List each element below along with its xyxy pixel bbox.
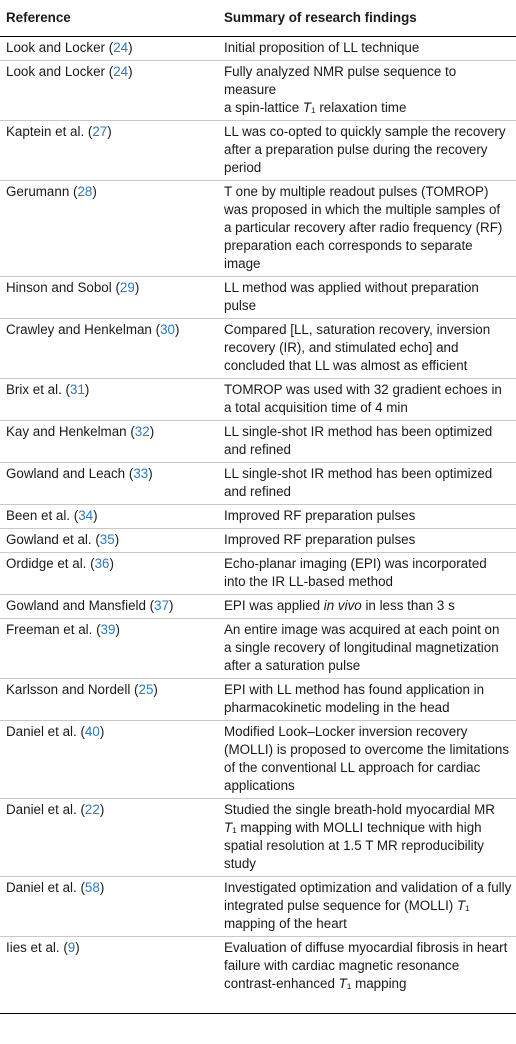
table-row <box>0 529 516 553</box>
summary-line: Modified Look–Locker inversion recovery <box>224 724 468 739</box>
reference-cell: Daniel et al. (40) <box>0 721 210 799</box>
table-row <box>0 421 516 463</box>
summary-cell <box>210 37 516 61</box>
reference-author: Hinson and Sobol <box>6 280 112 295</box>
table-row <box>0 799 516 877</box>
citation-link[interactable]: 29 <box>119 280 135 295</box>
summary-cell <box>210 679 516 721</box>
reference-cell: Gowland et al. (35) <box>0 529 210 553</box>
citation-link[interactable]: 30 <box>160 322 175 337</box>
summary-line: a single recovery of longitudinal magnetization <box>224 640 499 655</box>
reference-cell: Daniel et al. (58) <box>0 877 210 937</box>
summary-line: preparation each corresponds to separate <box>224 238 473 253</box>
summary-line: a particular recovery after radio frequency (RF) <box>224 220 503 235</box>
table-body <box>0 37 516 1014</box>
summary-line: LL was co-opted to quickly sample the recovery <box>224 124 506 139</box>
summary-line: study <box>224 856 257 871</box>
citation-link[interactable]: 40 <box>84 724 100 739</box>
summary-cell <box>210 421 516 463</box>
column-header-summary: Summary of research findings <box>210 0 516 37</box>
citation-link[interactable]: 24 <box>113 40 129 55</box>
reference-cell: Gowland and Leach (33) <box>0 463 210 505</box>
column-header-reference: Reference <box>0 0 210 37</box>
summary-cell <box>210 529 516 553</box>
citation-link[interactable]: 33 <box>133 466 149 481</box>
summary-line: after a preparation pulse during the recovery <box>224 142 488 157</box>
summary-cell <box>210 319 516 379</box>
summary-line: contrast-enhanced T₁ mapping <box>224 976 407 991</box>
citation-link[interactable]: 34 <box>78 508 94 523</box>
summary-line: T₁ mapping with MOLLI technique with high <box>224 820 482 835</box>
summary-cell <box>210 595 516 619</box>
summary-line: LL single-shot IR method has been optimized <box>224 424 493 439</box>
summary-line: Echo-planar imaging (EPI) was incorporated <box>224 556 487 571</box>
table-row <box>0 181 516 277</box>
table-row <box>0 595 516 619</box>
reference-author: Ordidge et al. <box>6 556 87 571</box>
reference-cell: Ordidge et al. (36) <box>0 553 210 595</box>
reference-cell: Kaptein et al. (27) <box>0 121 210 181</box>
table-row <box>0 121 516 181</box>
table-row <box>0 463 516 505</box>
citation-link[interactable]: 32 <box>134 424 150 439</box>
reference-author: Crawley and Henkelman <box>6 322 152 337</box>
summary-line: failure with cardiac magnetic resonance <box>224 958 460 973</box>
reference-cell: Daniel et al. (22) <box>0 799 210 877</box>
citation-link[interactable]: 35 <box>99 532 115 547</box>
table-row <box>0 379 516 421</box>
citation-link[interactable]: 31 <box>70 382 85 397</box>
summary-cell <box>210 505 516 529</box>
summary-line: An entire image was acquired at each point on <box>224 622 500 637</box>
table-row <box>0 37 516 61</box>
reference-cell: Iies et al. (9) <box>0 937 210 1014</box>
summary-line: concluded that LL was almost as efficient <box>224 358 468 373</box>
table-row <box>0 505 516 529</box>
citation-link[interactable]: 39 <box>100 622 116 637</box>
summary-line: mapping of the heart <box>224 916 347 931</box>
reference-author: Gerumann <box>6 184 70 199</box>
summary-line: Initial proposition of LL technique <box>224 40 420 55</box>
summary-line: was proposed in which the multiple samples of <box>224 202 501 217</box>
summary-line: EPI was applied in vivo in less than 3 s <box>224 598 455 613</box>
reference-cell: Hinson and Sobol (29) <box>0 277 210 319</box>
table-row <box>0 277 516 319</box>
summary-line: Improved RF preparation pulses <box>224 508 416 523</box>
summary-cell <box>210 121 516 181</box>
reference-author: Look and Locker <box>6 64 106 79</box>
reference-cell: Freeman et al. (39) <box>0 619 210 679</box>
summary-cell <box>210 937 516 1014</box>
reference-cell: Look and Locker (24) <box>6 40 133 55</box>
citation-link[interactable]: 28 <box>77 184 93 199</box>
reference-author: Brix et al. <box>6 382 62 397</box>
summary-cell <box>210 721 516 799</box>
summary-line: and refined <box>224 442 292 457</box>
reference-author: Kay and Henkelman <box>6 424 127 439</box>
table-row <box>0 61 516 121</box>
summary-cell <box>210 379 516 421</box>
table-header-row <box>0 0 516 37</box>
summary-line: period <box>224 160 262 175</box>
summary-line: Fully analyzed NMR pulse sequence to measure <box>224 64 457 97</box>
summary-cell <box>210 463 516 505</box>
summary-line: Studied the single breath-hold myocardial MR <box>224 802 495 817</box>
summary-line: Investigated optimization and validation of a fully <box>224 880 512 895</box>
summary-line: of the conventional LL approach for cardiac <box>224 760 481 775</box>
reference-author: Daniel et al. <box>6 724 77 739</box>
reference-author: Gowland and Leach <box>6 466 126 481</box>
reference-cell: Crawley and Henkelman (30) <box>0 319 210 379</box>
summary-line: (MOLLI) is proposed to overcome the limitations <box>224 742 510 757</box>
citation-link[interactable]: 58 <box>84 880 100 895</box>
summary-cell <box>210 61 516 121</box>
reference-author: Daniel et al. <box>6 880 77 895</box>
summary-line: integrated pulse sequence for (MOLLI) T₁ <box>224 898 470 913</box>
summary-line: into the IR LL-based method <box>224 574 393 589</box>
summary-line: spatial resolution at 1.5 T MR reproducibility <box>224 838 485 853</box>
summary-line: a total acquisition time of 4 min <box>224 400 408 415</box>
summary-line: and refined <box>224 484 292 499</box>
citation-link[interactable]: 27 <box>92 124 108 139</box>
summary-line: image <box>224 256 261 271</box>
citation-link[interactable]: 24 <box>113 64 129 79</box>
table-row <box>0 877 516 937</box>
summary-line: TOMROP was used with 32 gradient echoes in <box>224 382 502 397</box>
summary-line: Improved RF preparation pulses <box>224 532 416 547</box>
summary-line: T one by multiple readout pulses (TOMROP) <box>224 184 489 199</box>
reference-author: Kaptein et al. <box>6 124 85 139</box>
reference-cell: Been et al. (34) <box>0 505 210 529</box>
citation-link[interactable]: 37 <box>154 598 170 613</box>
table-row <box>0 619 516 679</box>
citation-link[interactable]: 25 <box>138 682 154 697</box>
reference-author: Iies et al. <box>6 940 60 955</box>
reference-cell: Gowland and Mansfield (37) <box>0 595 210 619</box>
table-row <box>0 679 516 721</box>
reference-author: Gowland and Mansfield <box>6 598 146 613</box>
summary-line: recovery (IR), and stimulated echo] and <box>224 340 459 355</box>
summary-line: applications <box>224 778 295 793</box>
reference-cell: Gerumann (28) <box>0 181 210 277</box>
summary-cell <box>210 799 516 877</box>
summary-line: Evaluation of diffuse myocardial fibrosis in heart <box>224 940 508 955</box>
citation-link[interactable]: 36 <box>94 556 110 571</box>
reference-author: Gowland et al. <box>6 532 92 547</box>
reference-cell: Look and Locker (24) <box>0 61 210 121</box>
reference-author: Been et al. <box>6 508 71 523</box>
summary-cell <box>210 277 516 319</box>
citation-link[interactable]: 22 <box>84 802 100 817</box>
citation-link[interactable]: 9 <box>67 940 76 955</box>
summary-cell <box>210 181 516 277</box>
summary-cell <box>210 619 516 679</box>
reference-cell: Brix et al. (31) <box>0 379 210 421</box>
table-row <box>0 319 516 379</box>
summary-line: after a saturation pulse <box>224 658 361 673</box>
summary-cell <box>210 877 516 937</box>
summary-line: pharmacokinetic modeling in the head <box>224 700 450 715</box>
summary-line: pulse <box>224 298 257 313</box>
summary-line: a spin-lattice T₁ relaxation time <box>224 100 407 115</box>
reference-author: Look and Locker <box>6 40 106 55</box>
reference-cell: Kay and Henkelman (32) <box>0 421 210 463</box>
table-row <box>0 937 516 1014</box>
reference-cell: Karlsson and Nordell (25) <box>0 679 210 721</box>
summary-line: EPI with LL method has found application in <box>224 682 485 697</box>
summary-line: LL method was applied without preparation <box>224 280 479 295</box>
summary-line: Compared [LL, saturation recovery, inversion <box>224 322 491 337</box>
reference-author: Freeman et al. <box>6 622 93 637</box>
table-row <box>0 721 516 799</box>
summary-cell <box>210 553 516 595</box>
reference-author: Daniel et al. <box>6 802 77 817</box>
summary-line: LL single-shot IR method has been optimized <box>224 466 493 481</box>
reference-author: Karlsson and Nordell <box>6 682 131 697</box>
table-row <box>0 553 516 595</box>
